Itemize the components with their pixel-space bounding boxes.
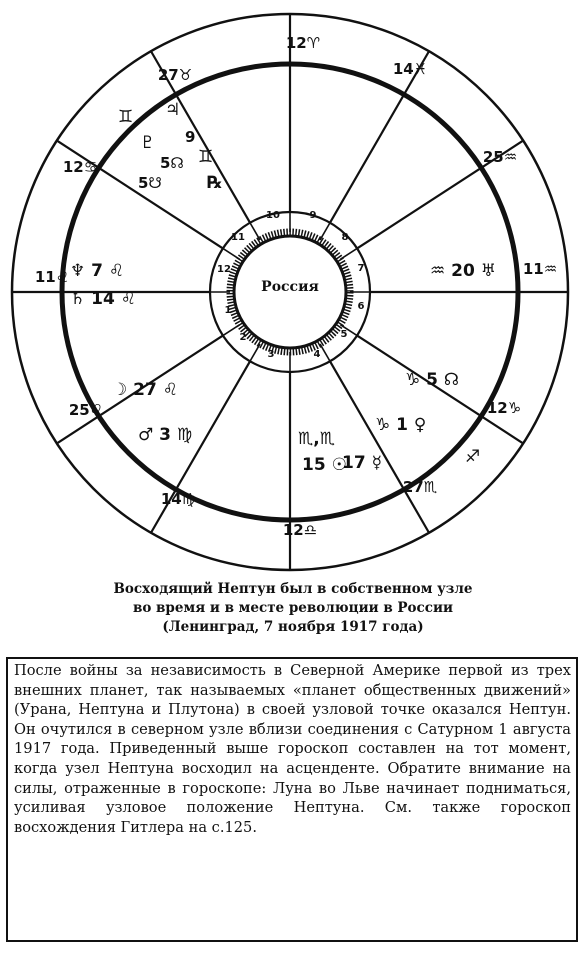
house-number: 2: [239, 332, 247, 343]
capricorn-venus-placement: ♑ 1 ♀: [375, 415, 427, 435]
cusp-label-12: 25♒: [482, 148, 518, 166]
house-number: 10: [266, 210, 280, 221]
house-number: 4: [313, 349, 321, 360]
mercury-placement: 17 ☿: [342, 453, 383, 473]
node-label: 5☋: [138, 174, 162, 192]
cusp-label-11: 14♓: [392, 60, 428, 78]
sagittarius-icon: ♐: [465, 447, 481, 467]
cusp-label-3: 14♍: [160, 490, 196, 508]
mars-placement: ♂ 3 ♍: [138, 425, 193, 445]
body-text-box: После войны за независимость в Северной Америке первой из трех внешних планет, так называемых «планет общественных движений» (Урана, Нептуна и Плутона) в своей узловой точке оказался Нептун. Он очутился в северном узле вблизи соединения с Сатурном 1 августа 1917 года. Приведенный выше гороскоп составлен на тот момент, когда узел Нептуна восходил на асценденте. Обратите внимание на силы, отраженные в гороскопе: Луна во Льве начинает подниматься, усиливая узловое положение Нептуна. См. также гороскоп восхождения Гитлера на с.125.: [6, 657, 578, 942]
house-number: 7: [357, 263, 365, 274]
house-number: 9: [309, 210, 317, 221]
house-number: 1: [224, 305, 232, 316]
cusp-label-2: 25♌: [68, 401, 104, 419]
house-number: 11: [231, 232, 245, 243]
caption-line: Восходящий Нептун был в собственном узле: [113, 581, 473, 597]
cusp-label-12b: 12♋: [62, 158, 98, 176]
figure-caption: [0, 580, 586, 637]
cusp-label-asc: 11♌: [34, 268, 70, 286]
caption-line: во время и в месте революции в России: [132, 600, 454, 616]
cusp-label-6: 12♑: [486, 399, 522, 417]
house-number: 5: [340, 329, 348, 340]
gemini-sign-icon: ♊: [118, 107, 134, 127]
house-number: 12: [217, 264, 231, 275]
cusp-label-11b: 27♉: [157, 66, 193, 84]
capricorn-node-placement: ♑ 5 ☊: [405, 370, 460, 390]
retrograde-icon: ℞: [207, 173, 223, 193]
cusp-label-5: 27♏: [402, 478, 438, 496]
jupiter-icon: ♃: [165, 100, 181, 120]
cusp-label-ic: 12♎: [282, 521, 318, 539]
house-number: 3: [267, 349, 275, 360]
scorpio-pair-icon: ♏,♏: [298, 429, 335, 449]
gemini-sign-icon: ♊: [198, 147, 214, 167]
house-number: 8: [341, 232, 349, 243]
cusp-label-mc: 12♈: [285, 34, 321, 52]
pluto-icon: ♇: [140, 133, 156, 153]
saturn-placement: ♄ 14 ♌: [70, 289, 136, 309]
sun-placement: 15 ☉: [302, 455, 347, 475]
center-label: Россия: [261, 279, 319, 295]
neptune-placement: ♆ 7 ♌: [70, 261, 125, 281]
house-number: 6: [357, 301, 365, 312]
moon-placement: ☽ 27 ♌: [112, 380, 178, 400]
uranus-placement: ♒ 20 ♅: [430, 261, 496, 281]
caption-line: (Ленинград, 7 ноября 1917 года): [162, 619, 424, 635]
cusp-label-dsc: 11♒: [522, 260, 558, 278]
degree-label: 9: [185, 128, 196, 146]
node-label: 5☊: [160, 154, 184, 172]
